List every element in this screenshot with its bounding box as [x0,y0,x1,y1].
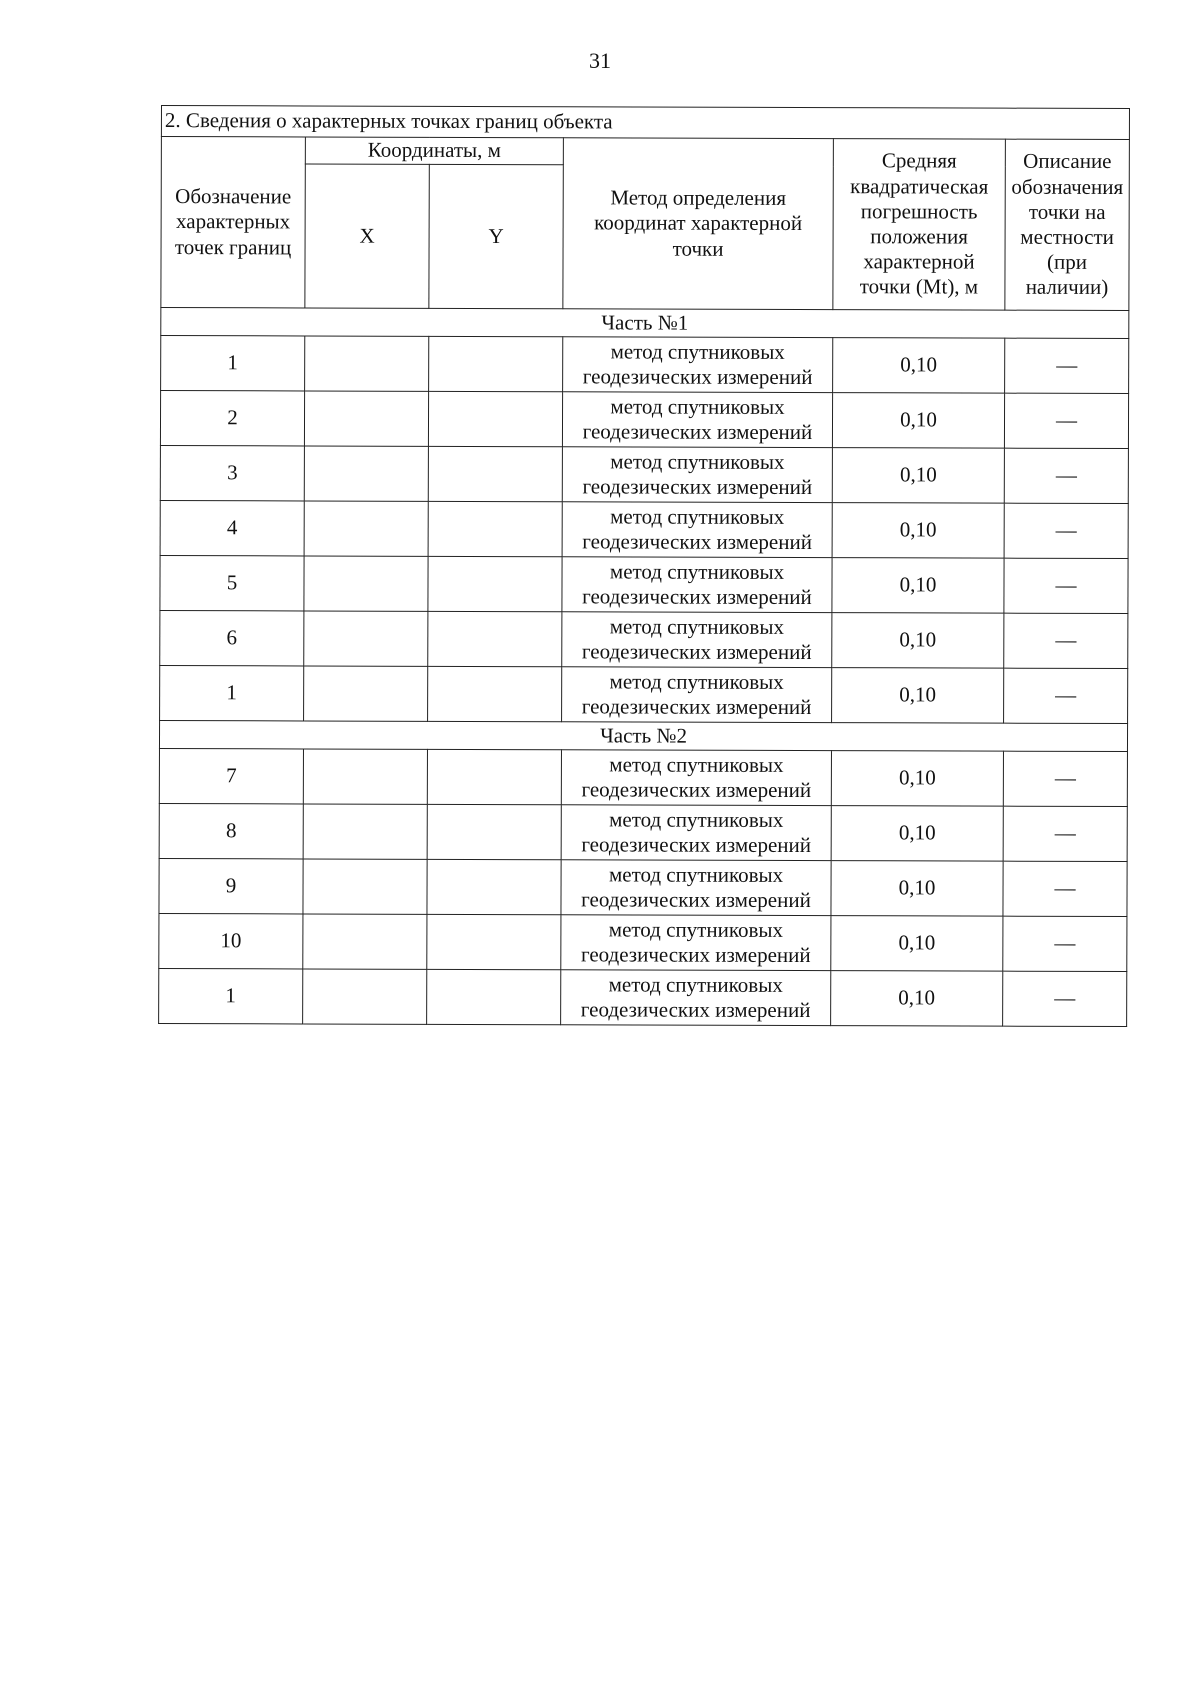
description-cell: — [1005,338,1129,393]
x-coordinate-cell [305,336,429,391]
point-number-cell: 10 [159,913,303,968]
y-coordinate-cell [428,501,562,556]
x-coordinate-cell [304,391,428,446]
table-row [160,391,1128,449]
x-coordinate-cell [303,804,427,859]
accuracy-cell: 0,10 [832,503,1004,559]
x-coordinate-cell [303,914,427,969]
description-cell: — [1004,393,1128,448]
y-coordinate-cell [428,446,562,501]
table-row [159,913,1127,971]
description-cell: — [1004,668,1128,723]
description-cell: — [1003,861,1127,916]
x-coordinate-cell [303,969,427,1024]
description-cell: — [1004,613,1128,668]
accuracy-cell: 0,10 [832,558,1004,614]
table-row [159,748,1127,806]
accuracy-cell: 0,10 [831,751,1003,807]
point-number-cell: 8 [159,803,303,858]
x-coordinate-cell [304,501,428,556]
point-number-cell: 3 [160,445,304,500]
y-coordinate-cell [428,391,562,446]
y-coordinate-cell [428,556,562,611]
method-cell: метод спутниковых геодезических измерений [562,557,832,613]
table-row [160,665,1128,723]
header-description: Описание обозначения точки на местности (при наличии) [1005,139,1130,310]
method-cell: метод спутниковых геодезических измерений [561,970,831,1026]
method-cell: метод спутниковых геодезических измерений [561,860,831,916]
table-row [160,610,1128,668]
y-coordinate-cell [428,611,562,666]
x-coordinate-cell [304,556,428,611]
header-coordinates: Координаты, м [305,137,563,165]
table-row [159,968,1127,1026]
y-coordinate-cell [427,914,561,969]
accuracy-cell: 0,10 [832,393,1004,449]
point-number-cell: 6 [160,610,304,665]
header-method: Метод определения координат характерной точки [563,138,834,310]
part-header-row [159,720,1127,751]
point-number-cell: 1 [159,968,303,1023]
header-accuracy: Средняя квадратическая погрешность положения характерной точки (Mt), м [833,139,1006,311]
point-number-cell: 7 [159,748,303,803]
method-cell: метод спутниковых геодезических измерений [562,502,832,558]
accuracy-cell: 0,10 [831,971,1003,1027]
header-y: Y [429,164,563,308]
method-cell: метод спутниковых геодезических измерений [561,915,831,971]
x-coordinate-cell [304,446,428,501]
method-cell: метод спутниковых геодезических измерений [563,337,833,393]
accuracy-cell: 0,10 [833,338,1005,394]
description-cell: — [1003,916,1127,971]
description-cell: — [1004,558,1128,613]
table-row [159,858,1127,916]
y-coordinate-cell [427,969,561,1024]
x-coordinate-cell [303,749,427,804]
table-body [159,308,1129,1027]
y-coordinate-cell [427,804,561,859]
y-coordinate-cell [429,336,563,391]
point-number-cell: 4 [160,500,304,555]
point-number-cell: 5 [160,555,304,610]
y-coordinate-cell [427,749,561,804]
boundary-points-table [158,105,1130,1027]
description-cell: — [1003,806,1127,861]
x-coordinate-cell [303,859,427,914]
description-cell: — [1003,751,1127,806]
method-cell: метод спутниковых геодезических измерений [562,667,832,723]
header-designation: Обозначение характерных точек границ [161,137,306,308]
table-row [161,336,1129,394]
description-cell: — [1004,448,1128,503]
accuracy-cell: 0,10 [831,861,1003,917]
point-number-cell: 1 [161,336,305,391]
section-title: 2. Сведения о характерных точках границ объекта [161,106,1129,140]
description-cell: — [1004,503,1128,558]
part-title: Часть №1 [161,308,1129,339]
accuracy-cell: 0,10 [832,668,1004,724]
y-coordinate-cell [428,666,562,721]
header-x: X [305,164,429,308]
point-number-cell: 1 [160,665,304,720]
method-cell: метод спутниковых геодезических измерений [562,392,832,448]
page-number: 31 [589,48,611,73]
method-cell: метод спутниковых геодезических измерений [562,612,832,668]
accuracy-cell: 0,10 [831,916,1003,972]
method-cell: метод спутниковых геодезических измерений [561,805,831,861]
accuracy-cell: 0,10 [832,613,1004,669]
method-cell: метод спутниковых геодезических измерений [562,447,832,503]
part-title: Часть №2 [159,720,1127,751]
accuracy-cell: 0,10 [831,806,1003,862]
x-coordinate-cell [304,611,428,666]
point-number-cell: 2 [160,391,304,446]
y-coordinate-cell [427,859,561,914]
table-row [160,555,1128,613]
accuracy-cell: 0,10 [832,448,1004,504]
method-cell: метод спутниковых геодезических измерений [561,750,831,806]
table-row [159,803,1127,861]
description-cell: — [1003,971,1127,1026]
table-row [160,445,1128,503]
part-header-row [161,308,1129,339]
point-number-cell: 9 [159,858,303,913]
x-coordinate-cell [304,666,428,721]
table-row [160,500,1128,558]
